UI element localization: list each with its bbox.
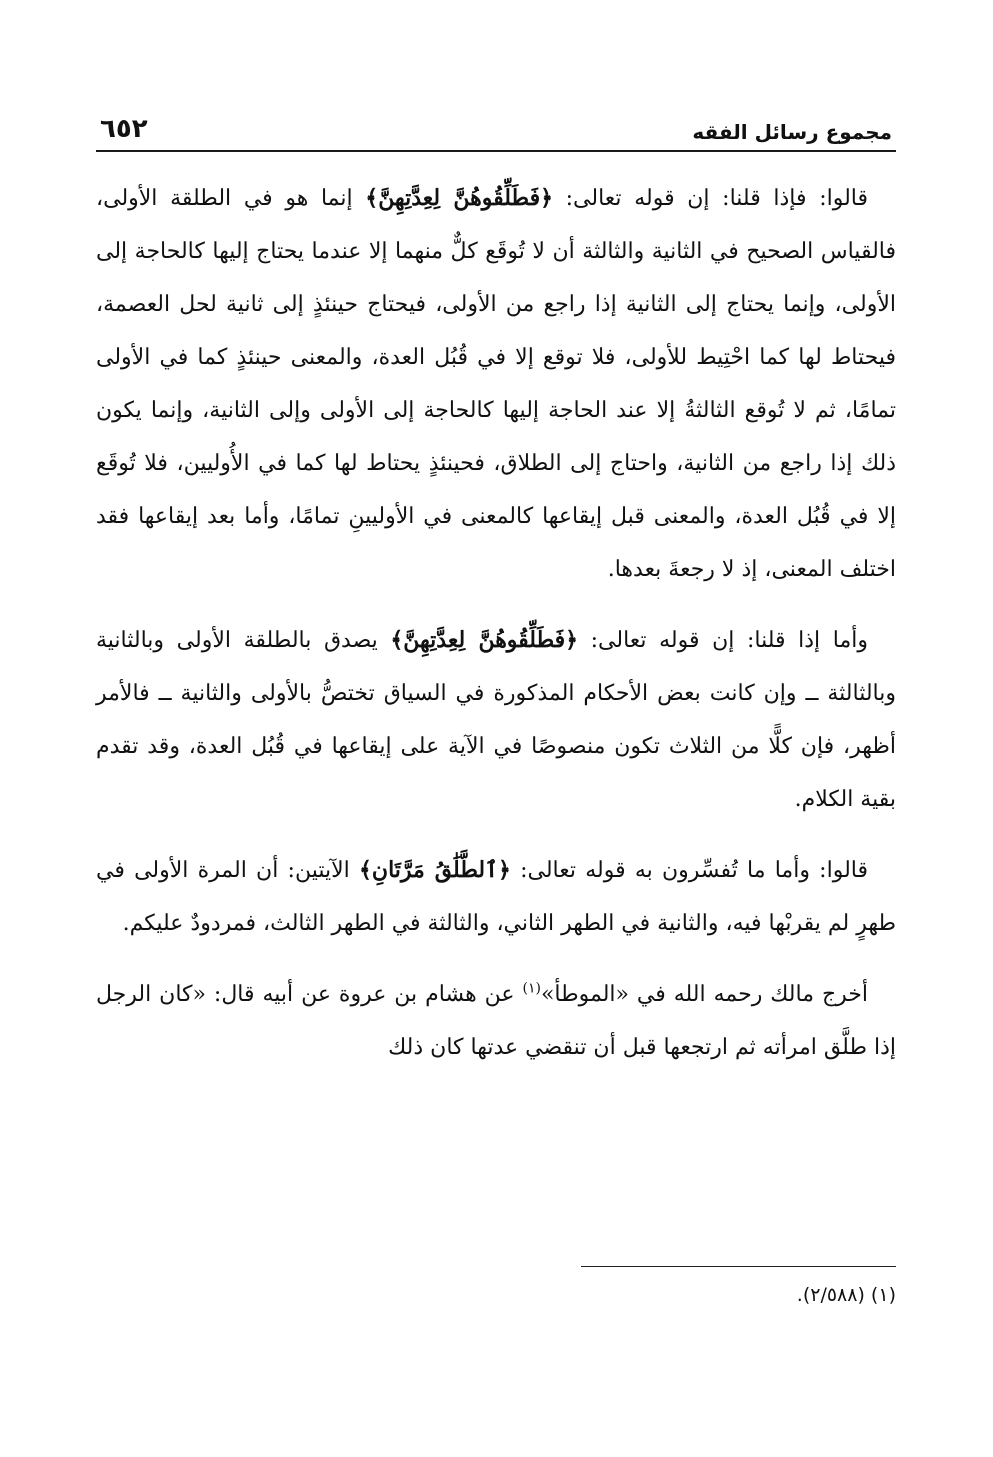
paragraph-2 xyxy=(96,614,896,826)
paragraph-text: قالوا: وأما ما تُفسِّرون به قوله تعالى: xyxy=(510,858,868,883)
paragraph-4 xyxy=(96,968,896,1074)
paragraph-text: إنما هو في الطلقة الأولى، فالقياس الصحيح في الثانية والثالثة أن لا تُوقَع كلٌّ منهما إلا عندما يحتاج إليها كالحاجة إلى الأولى، وإنما يحتاج إلى الثانية إذا راجع من الأولى، فيحتاج حينئذٍ إلى ثانية لحل العصمة، فيحتاط لها كما احْتِيط للأولى، فلا توقع إلا في قُبُل العدة، والمعنى حينئذٍ كما في الأولى تمامًا، ثم لا تُوقع الثالثةُ إلا عند الحاجة إليها كالحاجة إلى الأولى وإلى الثانية، وإنما يكون ذلك إذا راجع من الثانية، واحتاج إلى الطلاق، فحينئذٍ يحتاط لها كما في الأُوليين، فلا تُوقَع إلا في قُبُل العدة، والمعنى قبل إيقاعها كالمعنى في الأوليينِ تمامًا، وأما بعد إيقاعها فقد اختلف المعنى، إذ لا رجعةَ بعدها. xyxy=(96,186,896,582)
paragraph-text: يصدق بالطلقة الأولى وبالثانية وبالثالثة ــ وإن كانت بعض الأحكام المذكورة في السياق تختصُّ بالأولى والثانية ــ فالأمر أظهر، فإن كلًّا من الثلاث تكون منصوصًا في الآية على إيقاعها في قُبُل العدة، وقد تقدم بقية الكلام. xyxy=(96,628,897,812)
book-page xyxy=(96,100,896,1400)
paragraph-3 xyxy=(96,844,896,950)
paragraph-text: قالوا: فإذا قلنا: إن قوله تعالى: xyxy=(552,186,869,211)
quran-verse: ﴿فَطَلِّقُوهُنَّ لِعِدَّتِهِنَّ﴾ xyxy=(390,627,579,653)
footnote-marker[interactable]: (١) xyxy=(522,980,541,997)
paragraph-text: وأما إذا قلنا: إن قوله تعالى: xyxy=(578,628,868,653)
paragraph-text: الآيتين: أن المرة الأولى في طهرٍ لم يقربْها فيه، والثانية في الطهر الثاني، والثالثة في الطهر الثالث، فمردودٌ عليكم. xyxy=(96,858,896,936)
quran-verse: ﴿ٱلطَّلَٰقُ مَرَّتَانِ﴾ xyxy=(359,857,511,883)
page-number: ٦٥٢ xyxy=(100,114,148,144)
paragraph-text: أخرج مالك رحمه الله في «الموطأ» xyxy=(540,982,869,1007)
paragraph-text: عن هشام بن عروة عن أبيه قال: «كان الرجل إذا طلَّق امرأته ثم ارتجعها قبل أن تنقضي عدتها كان ذلك xyxy=(96,982,896,1060)
body-text xyxy=(96,172,896,1074)
book-title: مجموع رسائل الفقه xyxy=(692,120,892,144)
paragraph-1 xyxy=(96,172,896,596)
quran-verse: ﴿فَطَلِّقُوهُنَّ لِعِدَّتِهِنَّ﴾ xyxy=(365,185,553,211)
footnote-divider xyxy=(581,1266,896,1267)
running-head xyxy=(96,100,896,152)
footnote: (١) (٢/٥٨٨). xyxy=(796,1284,896,1306)
